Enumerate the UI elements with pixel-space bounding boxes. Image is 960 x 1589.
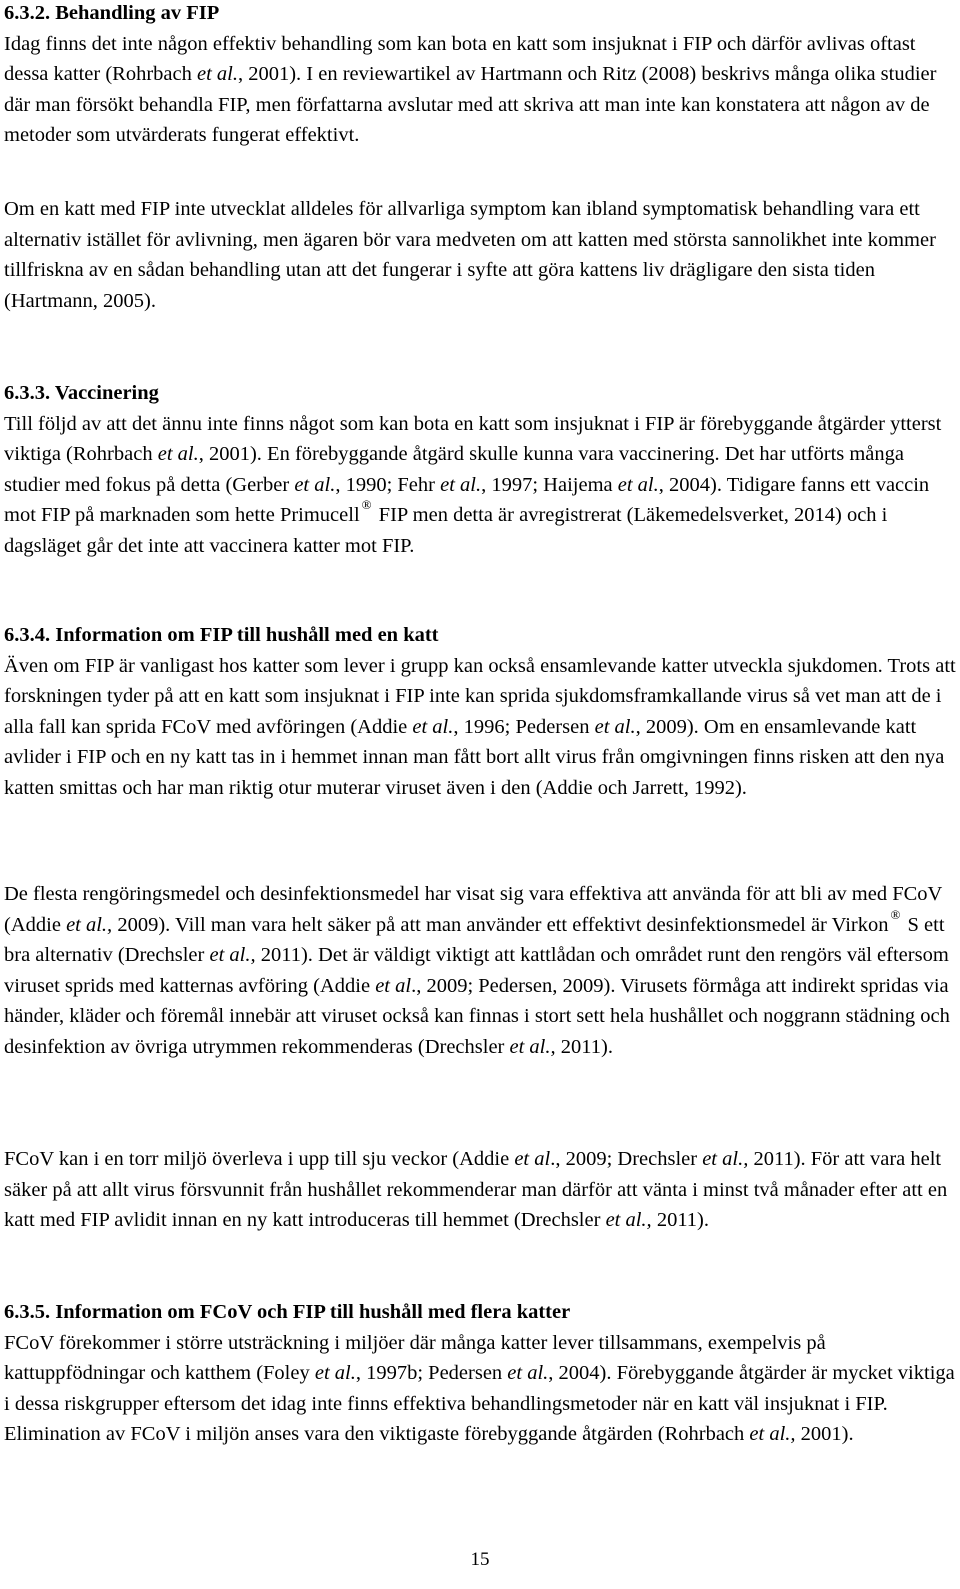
paragraph: [4, 409, 956, 562]
text-run: 2011).: [555, 1035, 613, 1058]
section-6-3-5: [4, 1297, 956, 1450]
italic-text: et al.,: [509, 1035, 556, 1058]
text-run: Till följd av att det ännu inte finns något som kan bota en katt som insjuknat i FIP är förebyggande åtgärder ytterst viktiga (Rohrbach: [4, 412, 942, 465]
text-run: Idag finns det inte någon effektiv behandling som kan bota en katt som insjuknat i FIP och därför avlivas oftast dessa katter (Rohrbach: [4, 32, 916, 85]
italic-text: et al.: [412, 715, 454, 738]
paragraph: [4, 29, 956, 151]
text-run: , 1996; Pedersen: [453, 715, 595, 738]
text-run: FCoV förekommer i större utsträckning i miljöer där många katter lever tillsammans, exempelvis på kattuppfödningar och katthem (Foley: [4, 1331, 826, 1384]
page-number: 15: [470, 1549, 490, 1570]
section-number: 6.3.5.: [4, 1301, 51, 1323]
section-6-3-2: [4, 0, 956, 151]
registered-mark: ®: [361, 497, 372, 512]
section-number: 6.3.3.: [4, 382, 51, 404]
text-run: ., 2009; Pedersen, 2009). Virusets förmåga att indirekt spridas via händer, kläder och föremål innebär att viruset också kan finnas i stort sett hela hushållet och noggrann städning och desinfektion av övriga utrymmen rekommenderas (Drechsler: [4, 974, 950, 1058]
italic-text: et al.: [507, 1362, 549, 1384]
paragraph: Om en katt med FIP inte utvecklat alldeles för allvarliga symptom kan ibland symptomatisk behandling vara ett alternativ istället för avlivning, men ägaren bör vara medveten om att katten med största sannolikhet inte kommer tillfriskna av en sådan behandling utan att det fungerar i syfte att göra kattens liv drägligare den sista tiden (Hartmann, 2005).: [4, 198, 936, 312]
text-run: , 2001). I en reviewartikel av Hartmann och Ritz (2008) beskrivs många olika studier där man försökt behandla FIP, men författarna avslutar med att skriva att man inte kan konstatera att någon av de metoder som utvärderats fungerat effektivt.: [4, 63, 937, 146]
text-run: 2009). Vill man vara helt säker på att man använder ett effektivt desinfektionsmedel är Virkon: [112, 913, 889, 936]
italic-text: et al.,: [702, 1148, 749, 1170]
section-heading: [4, 378, 956, 409]
italic-text: et al.: [196, 63, 238, 85]
italic-text: et al: [375, 974, 412, 997]
italic-text: et al.: [594, 715, 636, 738]
section-6-3-4: [4, 620, 956, 803]
section-number: 6.3.2.: [4, 2, 51, 24]
section-6-3-3: [4, 378, 956, 561]
section-heading: [4, 0, 956, 29]
text-run: , 2001). En förebyggande åtgärd skulle kunna vara vaccinering. Det har utförts många studier med fokus på detta (Gerber: [4, 443, 905, 496]
italic-text: et al.: [294, 473, 336, 496]
text-run: S ett bra alternativ (Drechsler: [4, 913, 945, 966]
section-title: Behandling av FIP: [55, 2, 220, 24]
registered-mark: ®: [890, 906, 901, 922]
section-title: Information om FCoV och FIP till hushåll med flera katter: [55, 1301, 571, 1323]
text-run: De flesta rengöringsmedel och desinfektionsmedel har visat sig vara effektiva att använda för att bli av med FCoV (Addie: [4, 883, 942, 936]
italic-text: et al.,: [66, 913, 113, 936]
text-run: 2011).: [651, 1209, 710, 1231]
text-run: , 2004). Förebyggande åtgärder är mycket viktiga i dessa riskgrupper eftersom det idag inte finns effektiva behandlingsmetoder när en katt väl insjuknat i FIP. Elimination av FCoV i miljön anses vara den viktigaste förebyggande åtgärden (Rohrbach: [4, 1362, 955, 1445]
text-run: 2011). För att vara helt säker på att allt virus försvunnit från hushållet rekommenderar man därför att vänta i minst två månader efter att en katt med FIP avlidit innan en ny katt introduceras till hemmet (Drechsler: [4, 1148, 948, 1231]
text-run: , 1997b; Pedersen: [355, 1362, 508, 1384]
paragraph: [4, 879, 956, 1062]
section-title: Vaccinering: [54, 382, 159, 404]
text-run: FCoV kan i en torr miljö överleva i upp till sju veckor (Addie: [4, 1148, 515, 1170]
italic-text: et al.: [440, 473, 482, 496]
italic-text: et al.: [617, 473, 659, 496]
italic-text: et al.,: [605, 1209, 652, 1231]
italic-text: et al.,: [209, 944, 256, 966]
section-heading: [4, 620, 956, 651]
text-run: 2001).: [795, 1423, 854, 1445]
text-run: Även om FIP är vanligast hos katter som lever i grupp kan också ensamlevande katter utveckla sjukdomen. Trots att forskningen tyder på att en katt som insjuknat i FIP inte kan sprida sjukdomsframkallande virus så vet man att de i alla fall kan sprida FCoV med avföringen (Addie: [4, 654, 956, 738]
text-run: FIP men detta är avregistrerat (Läkemedelsverket, 2014) och i dagsläget går det inte att vaccinera katter mot FIP.: [4, 504, 888, 557]
paragraph: [4, 1144, 956, 1236]
text-run: , 2009). Om en ensamlevande katt avlider i FIP och en ny katt tas in i hemmet innan man fått bort allt virus från omgivningen finns risken att den nya katten smittas och har man riktig otur muterar viruset även i den (Addie och Jarrett, 1992).: [4, 715, 945, 799]
paragraph-block: [4, 1144, 956, 1236]
paragraph: [4, 1328, 956, 1450]
italic-text: et al.: [314, 1362, 356, 1384]
italic-text: et al.,: [749, 1423, 796, 1445]
section-heading: [4, 1297, 956, 1328]
text-run: 2011). Det är väldigt viktigt att kattlådan och området runt den rengörs väl eftersom viruset sprids med katternas avföring (Addie: [4, 944, 949, 997]
text-run: , 1997; Haijema: [481, 473, 618, 496]
text-run: , 1990; Fehr: [335, 473, 441, 496]
paragraph-block: [4, 194, 956, 316]
text-run: ., 2009; Drechsler: [550, 1148, 703, 1170]
section-number: 6.3.4.: [4, 624, 51, 646]
italic-text: et al: [514, 1148, 551, 1170]
text-run: , 2004). Tidigare fanns ett vaccin mot FIP på marknaden som hette Primucell: [4, 473, 930, 526]
paragraph: [4, 651, 956, 804]
italic-text: et al.: [157, 443, 199, 465]
section-title: Information om FIP till hushåll med en katt: [55, 624, 439, 646]
paragraph-block: [4, 879, 956, 1062]
